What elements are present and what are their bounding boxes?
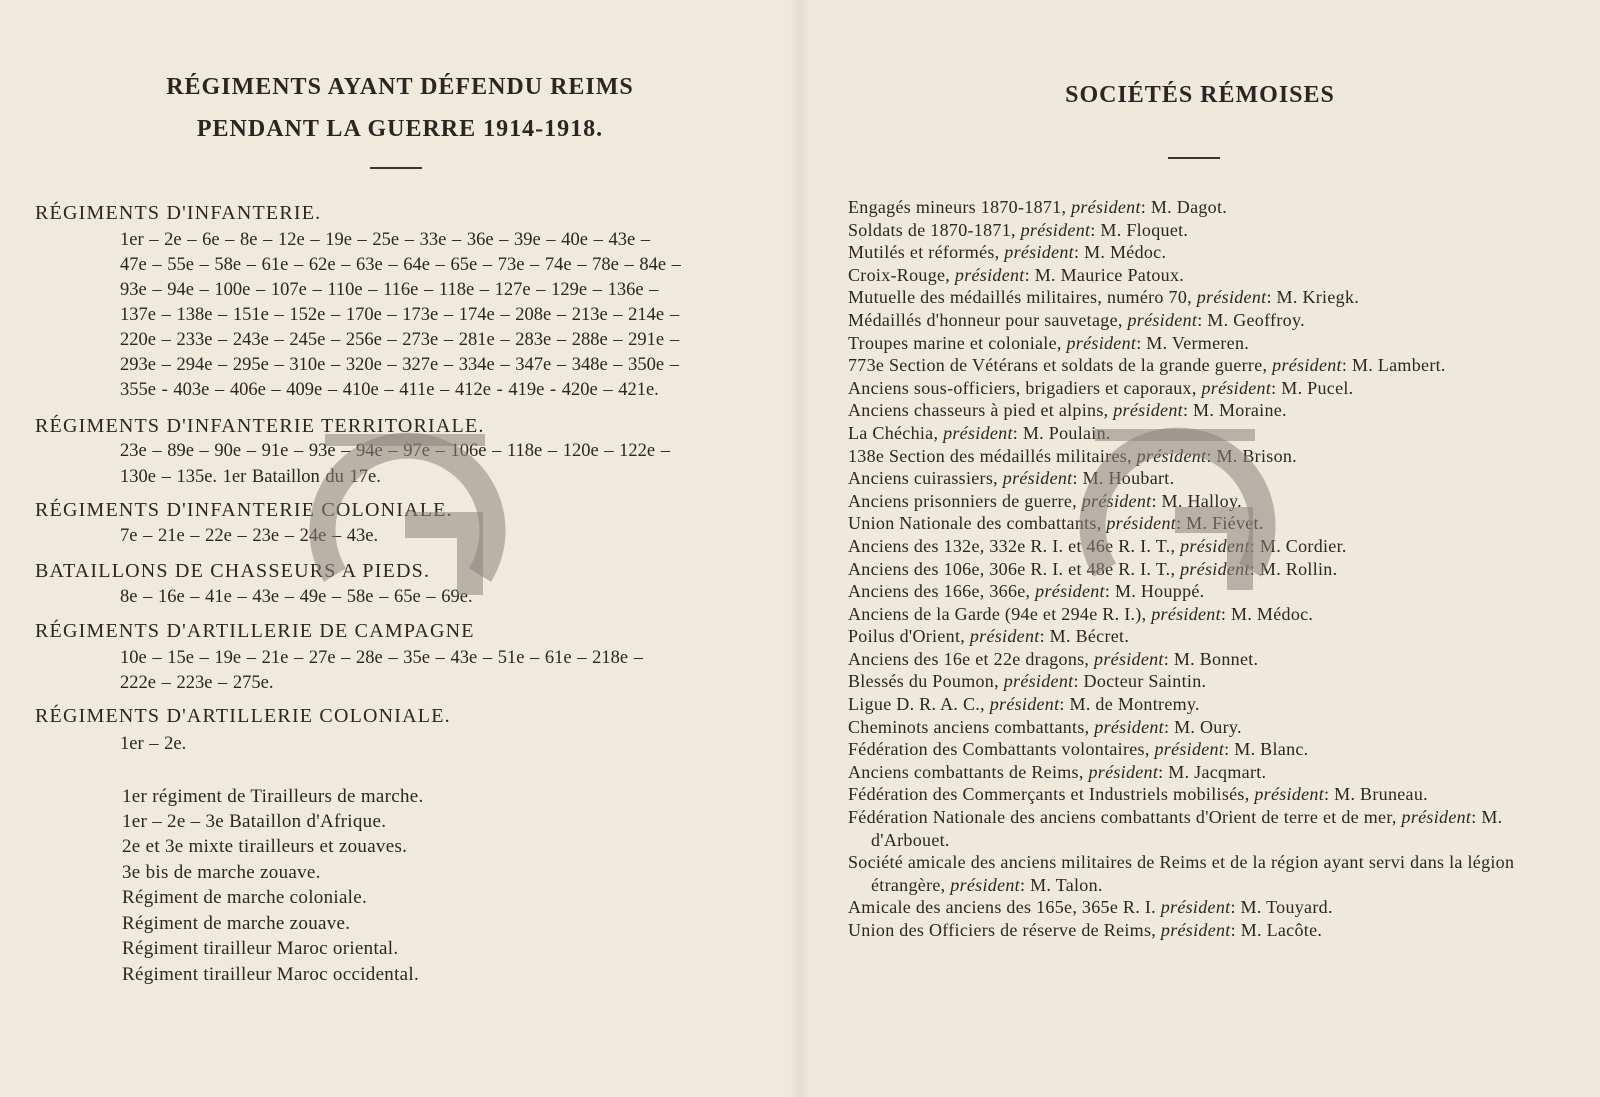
society-role: président xyxy=(1094,716,1164,737)
regiment-line: 1er – 2e – 6e – 8e – 12e – 19e – 25e – 33e – 36e – 39e – 40e – 43e – xyxy=(120,230,651,250)
regiment-line: 220e – 233e – 243e – 245e – 256e – 273e – 281e – 283e – 288e – 291e – xyxy=(120,330,679,350)
society-role: président xyxy=(989,694,1060,715)
society-president: : M. Geoffroy. xyxy=(1197,309,1305,330)
society-name: Fédération Nationale des anciens combattants d'Orient de terre et de mer, xyxy=(848,807,1397,828)
society-president: : M. Houbart. xyxy=(1072,468,1175,489)
society-role: président xyxy=(1180,535,1250,556)
society-president: : M. Pucel. xyxy=(1271,377,1354,398)
society-role: président xyxy=(1066,332,1137,353)
society-name: Fédération des Commerçants et Industriels mobilisés, xyxy=(848,784,1250,805)
regiment-line: 293e – 294e – 295e – 310e – 320e – 327e – 334e – 347e – 348e – 350e – xyxy=(120,355,679,375)
society-name: Blessés du Poumon, xyxy=(848,671,999,692)
society-role: président xyxy=(1160,897,1231,918)
left-title-rule xyxy=(370,167,422,169)
watermark-logo-icon xyxy=(1065,420,1285,620)
right-title-rule xyxy=(1168,157,1220,159)
society-role: président xyxy=(1196,287,1267,308)
misc-regiment: 2e et 3e mixte tirailleurs et zouaves. xyxy=(122,836,408,857)
society-item xyxy=(848,806,1528,851)
society-role: président xyxy=(1201,377,1272,398)
book-spine xyxy=(790,0,810,1097)
society-item xyxy=(848,896,1528,919)
section-heading-infanterie-coloniale: RÉGIMENTS D'INFANTERIE COLONIALE. xyxy=(35,499,453,521)
society-name: Troupes marine et coloniale, xyxy=(848,332,1062,353)
society-role: président xyxy=(1002,468,1073,489)
society-name: Anciens des 16e et 22e dragons, xyxy=(848,648,1090,669)
society-name: Ligue D. R. A. C., xyxy=(848,694,985,715)
society-name: 773e Section de Vétérans et soldats de la grande guerre, xyxy=(848,355,1268,376)
society-item xyxy=(848,354,1528,377)
society-president: : M. Médoc. xyxy=(1220,603,1314,624)
society-name: Union des Officiers de réserve de Reims, xyxy=(848,920,1157,940)
society-president: : M. Touyard. xyxy=(1230,897,1333,918)
society-name: Mutilés et réformés, xyxy=(848,242,1000,263)
society-item xyxy=(848,716,1528,739)
society-item xyxy=(848,196,1528,219)
regiment-line: 23e – 89e – 90e – 91e – 93e – 94e – 97e – 106e – 118e – 120e – 122e – xyxy=(120,441,671,461)
society-name: Poilus d'Orient, xyxy=(848,626,966,647)
society-item xyxy=(848,241,1528,264)
society-role: président xyxy=(1088,761,1159,782)
society-name: Engagés mineurs 1870-1871, xyxy=(848,197,1067,217)
misc-regiment: 1er – 2e – 3e Bataillon d'Afrique. xyxy=(122,811,387,832)
regiment-line: 7e – 21e – 22e – 23e – 24e – 43e. xyxy=(120,526,379,546)
society-name: Amicale des anciens des 165e, 365e R. I. xyxy=(848,897,1156,918)
regiment-line: 222e – 223e – 275e. xyxy=(120,673,274,693)
society-role: président xyxy=(1127,309,1198,330)
left-title-line-1: RÉGIMENTS AYANT DÉFENDU REIMS xyxy=(166,74,634,100)
society-name: 138e Section des médaillés militaires, xyxy=(848,445,1132,466)
society-name: Anciens des 166e, 366e, xyxy=(848,581,1031,602)
society-name: Anciens combattants de Reims, xyxy=(848,761,1084,782)
society-role: président xyxy=(1071,197,1141,217)
society-role: président xyxy=(1401,807,1472,828)
society-president: : M. Jacqmart. xyxy=(1158,761,1267,782)
society-item xyxy=(848,648,1528,671)
society-role: président xyxy=(943,422,1013,443)
society-president: : M. Talon. xyxy=(1019,874,1103,895)
society-name: Croix-Rouge, xyxy=(848,264,951,285)
society-president: : M. Fiévet. xyxy=(1176,513,1264,534)
society-item xyxy=(848,399,1528,422)
society-president: : M. Floquet. xyxy=(1090,219,1189,240)
society-name: Société amicale des anciens militaires de Reims et de la région ayant servi dans la légion étrangère, xyxy=(848,852,1515,895)
society-name: Anciens prisonniers de guerre, xyxy=(848,490,1077,511)
society-president: : M. Oury. xyxy=(1163,716,1242,737)
society-role: président xyxy=(969,626,1040,647)
society-item xyxy=(848,783,1528,806)
society-item xyxy=(848,377,1528,400)
society-role: président xyxy=(1106,513,1177,534)
left-page-title xyxy=(80,66,720,150)
society-role: président xyxy=(1160,920,1231,940)
society-item xyxy=(848,919,1528,942)
society-name: Cheminots anciens combattants, xyxy=(848,716,1090,737)
society-role: président xyxy=(1154,739,1225,760)
society-item xyxy=(848,761,1528,784)
society-president: : M. Dagot. xyxy=(1140,197,1228,217)
society-president: : M. Vermeren. xyxy=(1136,332,1250,353)
society-item xyxy=(848,309,1528,332)
society-role: président xyxy=(1094,648,1164,669)
misc-regiment: Régiment tirailleur Maroc oriental. xyxy=(122,938,399,959)
regiment-line: 130e – 135e. 1er Bataillon du 17e. xyxy=(120,467,381,487)
society-president: : M. Bonnet. xyxy=(1163,648,1259,669)
society-president: : M. Houppé. xyxy=(1104,581,1205,602)
society-role: président xyxy=(1180,558,1250,579)
society-president: : M. Rollin. xyxy=(1249,558,1338,579)
society-name: Union Nationale des combattants, xyxy=(848,513,1102,534)
society-role: président xyxy=(1004,242,1074,263)
watermark-logo-icon xyxy=(295,425,515,625)
society-president: : M. Lacôte. xyxy=(1230,920,1323,940)
society-role: président xyxy=(1272,355,1342,376)
society-role: président xyxy=(950,874,1020,895)
society-name: Anciens des 106e, 306e R. I. et 48e R. I. T., xyxy=(848,558,1176,579)
society-president: : M. Médoc. xyxy=(1073,242,1167,263)
society-president: : M. Kriegk. xyxy=(1266,287,1360,308)
society-name: Fédération des Combattants volontaires, xyxy=(848,739,1150,760)
society-role: président xyxy=(1003,671,1074,692)
society-president: : M. Cordier. xyxy=(1249,535,1347,556)
society-president: : M. Halloy. xyxy=(1151,490,1242,511)
society-president: : M. Maurice Patoux. xyxy=(1024,264,1185,285)
misc-regiment: 1er régiment de Tirailleurs de marche. xyxy=(122,786,424,807)
society-role: président xyxy=(1151,603,1221,624)
right-page-title: SOCIÉTÉS RÉMOISES xyxy=(1065,82,1335,108)
society-item xyxy=(848,693,1528,716)
misc-regiment: Régiment de marche coloniale. xyxy=(122,887,368,908)
society-president: : M. d'Arbouet. xyxy=(871,807,1503,850)
section-heading-chasseurs: BATAILLONS DE CHASSEURS A PIEDS. xyxy=(35,560,431,582)
society-name: Anciens des 132e, 332e R. I. et 46e R. I. T., xyxy=(848,535,1176,556)
society-item xyxy=(848,264,1528,287)
regiment-line: 355e - 403e – 406e – 409e – 410e – 411e – 412e - 419e - 420e – 421e. xyxy=(120,380,659,400)
society-item xyxy=(848,286,1528,309)
society-role: président xyxy=(1136,445,1207,466)
society-name: Mutuelle des médaillés militaires, numéro 70, xyxy=(848,287,1192,308)
society-role: président xyxy=(1035,581,1105,602)
section-heading-infanterie: RÉGIMENTS D'INFANTERIE. xyxy=(35,202,322,224)
section-heading-infanterie-territoriale: RÉGIMENTS D'INFANTERIE TERRITORIALE. xyxy=(35,415,485,437)
society-item xyxy=(848,625,1528,648)
society-president: : M. Brison. xyxy=(1206,445,1297,466)
society-item xyxy=(848,851,1528,896)
section-heading-artillerie-coloniale: RÉGIMENTS D'ARTILLERIE COLONIALE. xyxy=(35,705,451,727)
society-name: Soldats de 1870-1871, xyxy=(848,219,1016,240)
society-president: : M. de Montremy. xyxy=(1059,694,1200,715)
society-role: président xyxy=(954,264,1025,285)
society-role: président xyxy=(1113,400,1183,421)
society-president: : M. Blanc. xyxy=(1224,739,1309,760)
society-role: président xyxy=(1081,490,1152,511)
society-item xyxy=(848,670,1528,693)
society-name: La Chéchia, xyxy=(848,422,939,443)
society-president: : M. Moraine. xyxy=(1182,400,1287,421)
society-name: Anciens cuirassiers, xyxy=(848,468,998,489)
society-president: : M. Lambert. xyxy=(1341,355,1446,376)
society-name: Anciens chasseurs à pied et alpins, xyxy=(848,400,1109,421)
society-president: : Docteur Saintin. xyxy=(1073,671,1207,692)
regiment-line: 10e – 15e – 19e – 21e – 27e – 28e – 35e – 43e – 51e – 61e – 218e – xyxy=(120,648,643,668)
society-president: : M. Bruneau. xyxy=(1324,784,1428,805)
misc-regiment: 3e bis de marche zouave. xyxy=(122,862,321,883)
regiment-line: 93e – 94e – 100e – 107e – 110e – 116e – 118e – 127e – 129e – 136e – xyxy=(120,280,659,300)
left-title-line-2: PENDANT LA GUERRE 1914-1918. xyxy=(196,116,604,142)
society-name: Anciens sous-officiers, brigadiers et caporaux, xyxy=(848,377,1197,398)
society-item xyxy=(848,738,1528,761)
society-name: Médaillés d'honneur pour sauvetage, xyxy=(848,309,1123,330)
society-name: Anciens de la Garde (94e et 294e R. I.), xyxy=(848,603,1147,624)
regiment-line: 8e – 16e – 41e – 43e – 49e – 58e – 65e – 69e. xyxy=(120,587,473,607)
regiment-line: 137e – 138e – 151e – 152e – 170e – 173e – 174e – 208e – 213e – 214e – xyxy=(120,305,679,325)
society-item xyxy=(848,332,1528,355)
misc-regiment: Régiment de marche zouave. xyxy=(122,913,351,934)
regiment-line: 1er – 2e. xyxy=(120,734,187,754)
society-president: : M. Bécret. xyxy=(1039,626,1130,647)
regiment-line: 47e – 55e – 58e – 61e – 62e – 63e – 64e – 65e – 73e – 74e – 78e – 84e – xyxy=(120,255,681,275)
society-role: président xyxy=(1254,784,1325,805)
society-role: président xyxy=(1020,219,1091,240)
society-item xyxy=(848,219,1528,242)
society-president: : M. Poulain. xyxy=(1012,422,1111,443)
misc-regiment: Régiment tirailleur Maroc occidental. xyxy=(122,964,420,985)
section-heading-artillerie-campagne: RÉGIMENTS D'ARTILLERIE DE CAMPAGNE xyxy=(35,620,475,642)
